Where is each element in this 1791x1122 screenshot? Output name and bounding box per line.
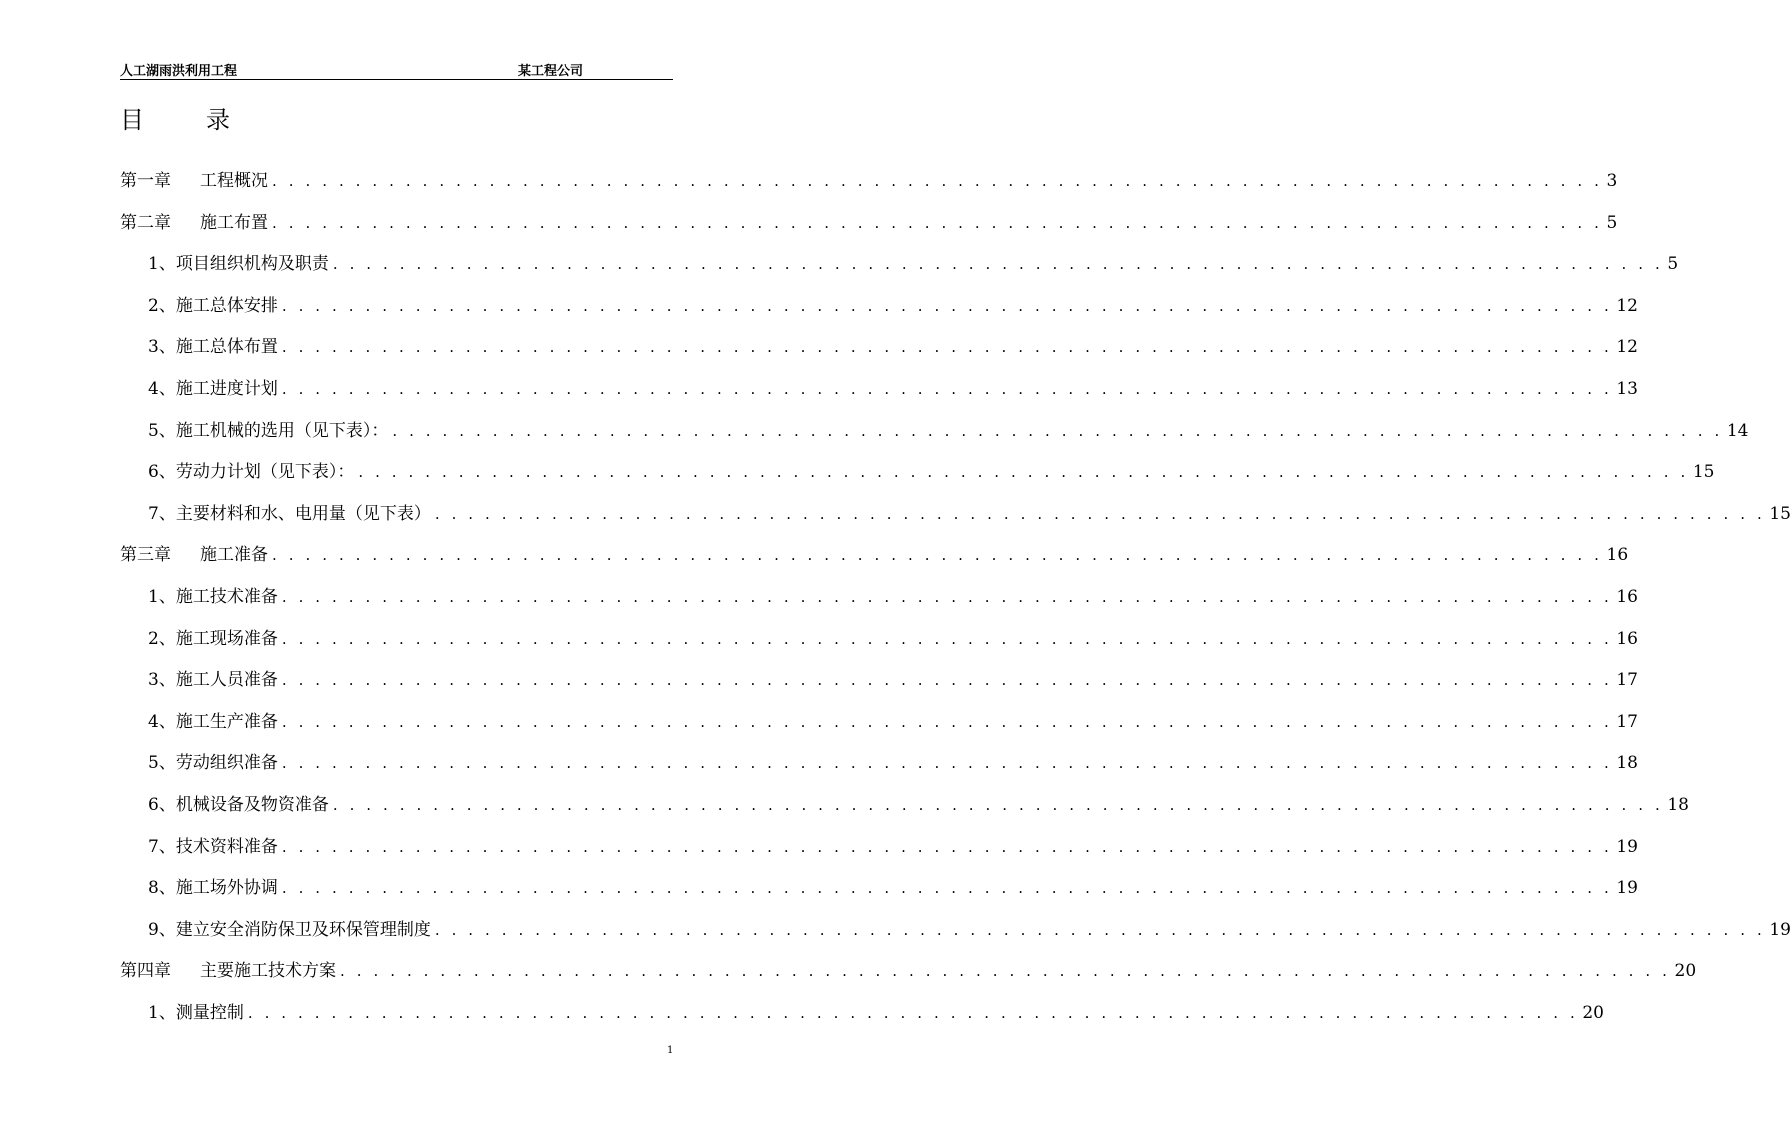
toc-page-number: 12 — [1616, 337, 1638, 357]
toc-chapter-number: 第二章 — [120, 213, 171, 233]
toc-dot-leader: . . . . . . . . . . . . . . . . . . . . . . . . . . . . . . . . . . . . . . . . . . . . . . . . . . . . . . . . . . . . . . . . . . . . . . . . . . . . . . . . — [281, 671, 1613, 689]
toc-page-number: 16 — [1606, 545, 1629, 565]
toc-entry-title: 1、项目组织机构及职责 — [148, 254, 329, 274]
toc-dot-leader: . . . . . . . . . . . . . . . . . . . . . . . . . . . . . . . . . . . . . . . . . . . . . . . . . . . . . . . . . . . . . . . . . . . . . . . . . . . . . . . . — [281, 297, 1613, 315]
toc-page-number: 15 — [1692, 462, 1715, 482]
title-char-1: 目 — [120, 106, 144, 134]
toc-dot-leader: . . . . . . . . . . . . . . . . . . . . . . . . . . . . . . . . . . . . . . . . . . . . . . . . . . . . . . . . . . . . . . . . . . . . . . . . . . . . . . . . — [272, 172, 1603, 190]
toc-section-entry[interactable] — [148, 502, 1791, 526]
toc-chapter-entry[interactable] — [120, 543, 1629, 567]
toc-entry-title: 9、建立安全消防保卫及环保管理制度 — [148, 920, 431, 940]
toc-page-number: 20 — [1582, 1003, 1604, 1023]
toc-dot-leader: . . . . . . . . . . . . . . . . . . . . . . . . . . . . . . . . . . . . . . . . . . . . . . . . . . . . . . . . . . . . . . . . . . . . . . . . . . . . . . . . — [340, 962, 1671, 980]
toc-entry-title: 施工准备 — [200, 545, 268, 565]
toc-page-number: 19 — [1769, 920, 1791, 940]
toc-page-number: 17 — [1616, 712, 1638, 732]
toc-section-entry[interactable] — [148, 668, 1638, 692]
toc-entry-title: 1、施工技术准备 — [148, 587, 278, 607]
toc-page-number: 18 — [1667, 795, 1689, 815]
header-project-name: 人工湖雨洪利用工程 — [120, 64, 238, 79]
toc-dot-leader: . . . . . . . . . . . . . . . . . . . . . . . . . . . . . . . . . . . . . . . . . . . . . . . . . . . . . . . . . . . . . . . . . . . . . . . . . . . . . . . . — [281, 879, 1613, 897]
toc-section-entry[interactable] — [148, 918, 1791, 942]
toc-section-entry[interactable] — [148, 793, 1689, 817]
toc-page-number: 5 — [1606, 213, 1618, 233]
toc-entry-title: 7、主要材料和水、电用量（见下表） — [148, 504, 431, 524]
toc-chapter-entry[interactable] — [120, 211, 1618, 235]
toc-dot-leader: . . . . . . . . . . . . . . . . . . . . . . . . . . . . . . . . . . . . . . . . . . . . . . . . . . . . . . . . . . . . . . . . . . . . . . . . . . . . . . . . — [332, 796, 1664, 814]
header-company-name: 某工程公司 — [518, 64, 584, 79]
page-header — [120, 58, 673, 80]
toc-entry-title: 7、技术资料准备 — [148, 837, 278, 857]
toc-page-number: 18 — [1616, 753, 1638, 773]
toc-dot-leader: . . . . . . . . . . . . . . . . . . . . . . . . . . . . . . . . . . . . . . . . . . . . . . . . . . . . . . . . . . . . . . . . . . . . . . . . . . . . . . . . — [392, 422, 1723, 440]
toc-page-number: 17 — [1616, 670, 1638, 690]
toc-entry-title: 6、劳动力计划（见下表）： — [148, 462, 355, 482]
toc-page-number: 3 — [1606, 171, 1618, 191]
toc-page-number: 12 — [1616, 296, 1638, 316]
toc-section-entry[interactable] — [148, 419, 1749, 443]
toc-entry-title: 4、施工进度计划 — [148, 379, 278, 399]
toc-section-entry[interactable] — [148, 627, 1638, 651]
toc-dot-leader: . . . . . . . . . . . . . . . . . . . . . . . . . . . . . . . . . . . . . . . . . . . . . . . . . . . . . . . . . . . . . . . . . . . . . . . . . . . . . . . . — [281, 338, 1613, 356]
page-number: 1 — [667, 1045, 674, 1056]
toc-chapter-entry[interactable] — [120, 959, 1697, 983]
toc-page-number: 13 — [1616, 379, 1638, 399]
toc-entry-title: 8、施工场外协调 — [148, 878, 278, 898]
toc-section-entry[interactable] — [148, 460, 1715, 484]
toc-page-number: 15 — [1769, 504, 1791, 524]
toc-dot-leader: . . . . . . . . . . . . . . . . . . . . . . . . . . . . . . . . . . . . . . . . . . . . . . . . . . . . . . . . . . . . . . . . . . . . . . . . . . . . . . . . — [272, 546, 1603, 564]
toc-dot-leader: . . . . . . . . . . . . . . . . . . . . . . . . . . . . . . . . . . . . . . . . . . . . . . . . . . . . . . . . . . . . . . . . . . . . . . . . . . . . . . . . — [434, 921, 1766, 939]
toc-entry-title: 5、劳动组织准备 — [148, 753, 278, 773]
toc-chapter-entry[interactable] — [120, 169, 1618, 193]
toc-section-entry[interactable] — [148, 710, 1638, 734]
toc-chapter-number: 第三章 — [120, 545, 171, 565]
toc-page-number: 16 — [1616, 587, 1638, 607]
toc-page-number: 16 — [1616, 629, 1638, 649]
toc-dot-leader: . . . . . . . . . . . . . . . . . . . . . . . . . . . . . . . . . . . . . . . . . . . . . . . . . . . . . . . . . . . . . . . . . . . . . . . . . . . . . . . . — [281, 754, 1613, 772]
toc-dot-leader: . . . . . . . . . . . . . . . . . . . . . . . . . . . . . . . . . . . . . . . . . . . . . . . . . . . . . . . . . . . . . . . . . . . . . . . . . . . . . . . . — [272, 214, 1603, 232]
toc-dot-leader: . . . . . . . . . . . . . . . . . . . . . . . . . . . . . . . . . . . . . . . . . . . . . . . . . . . . . . . . . . . . . . . . . . . . . . . . . . . . . . . . — [281, 838, 1613, 856]
toc-section-entry[interactable] — [148, 377, 1638, 401]
toc-page-number: 14 — [1726, 421, 1749, 441]
toc-section-entry[interactable] — [148, 252, 1679, 276]
toc-entry-title: 3、施工总体布置 — [148, 337, 278, 357]
toc-dot-leader: . . . . . . . . . . . . . . . . . . . . . . . . . . . . . . . . . . . . . . . . . . . . . . . . . . . . . . . . . . . . . . . . . . . . . . . . . . . . . . . . — [281, 630, 1613, 648]
toc-page-number: 19 — [1616, 837, 1638, 857]
toc-entry-title: 1、测量控制 — [148, 1003, 244, 1023]
title-char-2: 录 — [206, 106, 230, 134]
toc-dot-leader: . . . . . . . . . . . . . . . . . . . . . . . . . . . . . . . . . . . . . . . . . . . . . . . . . . . . . . . . . . . . . . . . . . . . . . . . . . . . . . . . — [281, 380, 1613, 398]
toc-page-number: 19 — [1616, 878, 1638, 898]
toc-section-entry[interactable] — [148, 835, 1638, 859]
toc-entry-title: 3、施工人员准备 — [148, 670, 278, 690]
toc-dot-leader: . . . . . . . . . . . . . . . . . . . . . . . . . . . . . . . . . . . . . . . . . . . . . . . . . . . . . . . . . . . . . . . . . . . . . . . . . . . . . . . . — [332, 255, 1664, 273]
toc-section-entry[interactable] — [148, 585, 1638, 609]
toc-entry-title: 2、施工现场准备 — [148, 629, 278, 649]
toc-entry-title: 施工布置 — [200, 213, 268, 233]
toc-dot-leader: . . . . . . . . . . . . . . . . . . . . . . . . . . . . . . . . . . . . . . . . . . . . . . . . . . . . . . . . . . . . . . . . . . . . . . . . . . . . . . . . — [434, 505, 1766, 523]
toc-entry-title: 2、施工总体安排 — [148, 296, 278, 316]
toc-dot-leader: . . . . . . . . . . . . . . . . . . . . . . . . . . . . . . . . . . . . . . . . . . . . . . . . . . . . . . . . . . . . . . . . . . . . . . . . . . . . . . . . — [281, 588, 1613, 606]
toc-chapter-number: 第四章 — [120, 961, 171, 981]
toc-section-entry[interactable] — [148, 876, 1638, 900]
toc-dot-leader: . . . . . . . . . . . . . . . . . . . . . . . . . . . . . . . . . . . . . . . . . . . . . . . . . . . . . . . . . . . . . . . . . . . . . . . . . . . . . . . . — [358, 463, 1689, 481]
toc-dot-leader: . . . . . . . . . . . . . . . . . . . . . . . . . . . . . . . . . . . . . . . . . . . . . . . . . . . . . . . . . . . . . . . . . . . . . . . . . . . . . . . . — [281, 713, 1613, 731]
toc-section-entry[interactable] — [148, 1001, 1604, 1025]
toc-dot-leader: . . . . . . . . . . . . . . . . . . . . . . . . . . . . . . . . . . . . . . . . . . . . . . . . . . . . . . . . . . . . . . . . . . . . . . . . . . . . . . . . — [247, 1004, 1579, 1022]
toc-entry-title: 4、施工生产准备 — [148, 712, 278, 732]
toc-section-entry[interactable] — [148, 751, 1638, 775]
toc-section-entry[interactable] — [148, 335, 1638, 359]
toc-entry-title: 5、施工机械的选用（见下表）： — [148, 421, 389, 441]
toc-entry-title: 6、机械设备及物资准备 — [148, 795, 329, 815]
toc-chapter-number: 第一章 — [120, 171, 171, 191]
toc-entry-title: 工程概况 — [200, 171, 268, 191]
toc-entry-title: 主要施工技术方案 — [200, 961, 336, 981]
toc-section-entry[interactable] — [148, 294, 1638, 318]
toc-page-number: 5 — [1667, 254, 1679, 274]
toc-page-number: 20 — [1674, 961, 1697, 981]
